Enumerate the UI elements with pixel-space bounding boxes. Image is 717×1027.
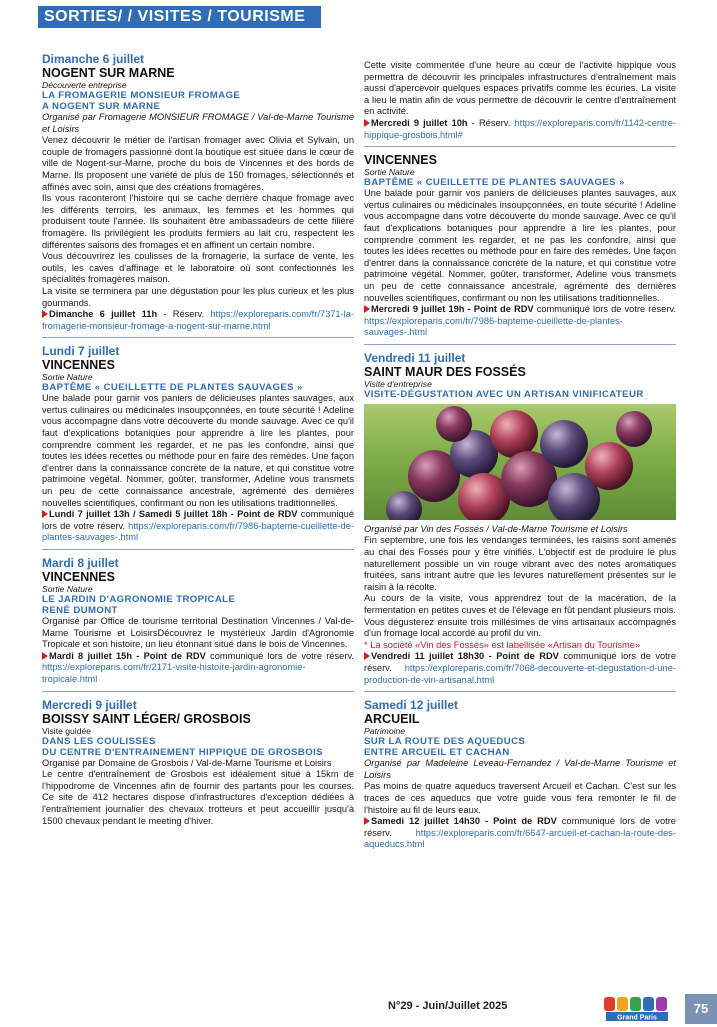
- event-description: Organisé par Office de tourisme territorial Destination Vincennes / Val-de-Marne Tourisme et LoisirsDécouvrez le mystérieux Jardin d'Agronomie Tropicale et son histoire, un lieu étonnant situé dans le bois de Vincennes.: [42, 616, 354, 650]
- event-when-rest: communiqué lors de votre réserv.: [364, 651, 676, 673]
- red-arrow-icon: [42, 310, 48, 318]
- event-category: Visite d'entreprise: [364, 378, 432, 389]
- event-when-rest: communiqué lors de votre réserv.: [205, 650, 354, 661]
- event-title: BAPTÊME « CUEILLETTE DE PLANTES SAUVAGES »: [364, 177, 625, 189]
- event-description: Ils vous raconteront l'histoire qui se cache derrière chaque fromage avec les différents terroirs, les animaux, les femmes et les hommes qui produisent toute l'année. Ils souhaitent être ambassadeurs de cette filière fromagère. Ils privilégient les produits fermiers au lait cru, respectent les différentes saisons des fromages et en affinent un certain nombre.: [42, 193, 354, 250]
- booking-link[interactable]: https://exploreparis.com/fr/7986-bapteme-cueillette-de-plantes-sauvages-.html: [42, 520, 354, 543]
- grapes-illustration: [364, 404, 676, 520]
- event-vincennes-jardin: [42, 556, 354, 692]
- event-schedule: [364, 651, 676, 686]
- event-when-rest: communiqué lors de votre réserv.: [364, 816, 676, 838]
- logo-text: Grand Paris: [617, 1014, 657, 1022]
- event-vincennes-cueillette-2: [364, 153, 676, 345]
- event-title: SUR LA ROUTE DES AQUEDUCS: [364, 736, 526, 748]
- booking-link[interactable]: https://exploreparis.com/fr/6647-arcueil-et-cachan-la-route-des-aqueducs.html: [364, 827, 676, 850]
- issue-label: N°29 - Juin/Juillet 2025: [388, 1000, 508, 1012]
- event-organizer: Organisé par Vin des Fossés / Val-de-Marne Tourisme et Loisirs: [364, 523, 628, 534]
- event-category: Sortie Nature: [42, 372, 93, 383]
- event-place: NOGENT SUR MARNE: [42, 66, 175, 80]
- event-title: LA FROMAGERIE MONSIEUR FROMAGE: [42, 90, 241, 101]
- event-date: Mercredi 9 juillet: [42, 697, 137, 712]
- event-description: Une balade pour garnir vos paniers de délicieuses plantes sauvages, aux vertus culinaires ou médicinales insoupçonnées, en toute sécurité ! Adeline vous accompagne dans votre découverte du monde sauvage. Avec ce qu'il faut d'explications botaniques pour apprendre à lire les plantes, pour comprendre comment les regarder, et ne pas les confondre, ainsi que toutes les idées recettes ou méthode pour en faire des remèdes. Une façon d'entrer dans la connaissance concrète de la nature, et qui constitue votre patrimoine végétal. Nommer, goûter, transformer, Adeline vous transmets un peu de cette connaissance ancestrale, agrémenté des dernières nouvelles scientifiques, confirmant ou non les utilisations traditionnelles.: [42, 393, 354, 508]
- left-column: [42, 52, 354, 838]
- event-when: Vendredi 11 juillet 18h30 - Point de RDV: [371, 651, 559, 662]
- event-description: Venez découvrir le métier de l'artisan fromager avec Olivia et Sylvain, un couple de fromagers passionné dont la boutique est située dans le cœur de ville de Nogent-sur-Marne, proche du bois de Vincennes et des bords de Marne. Ils proposent une variété de plus de 150 fromages, sélectionnés et affinés avec soin, ainsi que des créations fromagères.: [42, 135, 354, 192]
- event-arcueil-aqueducs: [364, 698, 676, 856]
- event-when: Mercredi 9 juillet 10h: [371, 117, 468, 128]
- page-number: 75: [685, 994, 717, 1024]
- magazine-logo: [600, 994, 680, 1022]
- event-description: Organisé par Domaine de Grosbois / Val-de-Marne Tourisme et Loisirs: [42, 757, 332, 768]
- event-note: * La société «Vin des Fossés» est labellisée «Artisan du Tourisme»: [364, 639, 641, 650]
- event-when-rest: - Réserv.: [157, 309, 211, 320]
- event-date: Lundi 7 juillet: [42, 344, 120, 359]
- event-title-line2: ENTRE ARCUEIL ET CACHAN: [364, 747, 510, 759]
- event-title: LE JARDIN D'AGRONOMIE TROPICALE: [42, 594, 236, 605]
- event-title-line2: RENÉ DUMONT: [42, 605, 118, 616]
- event-when: Samedi 12 juillet 14h30 - Point de RDV: [371, 816, 557, 827]
- booking-link[interactable]: https://exploreparis.com/fr/7986-bapteme-cueillette-de-plantes-sauvages-.html: [364, 315, 623, 338]
- event-title-line2: A NOGENT SUR MARNE: [42, 101, 161, 112]
- event-description: Vous découvrirez les coulisses de la fromagerie, la surface de vente, les outils, les caves d'affinage et le laboratoire où sont confectionnés les spécialités fromagères maison.: [42, 251, 354, 285]
- event-schedule: [42, 509, 354, 544]
- event-place: VINCENNES: [42, 358, 115, 373]
- event-date: Samedi 12 juillet: [364, 698, 459, 713]
- red-arrow-icon: [364, 817, 370, 825]
- booking-link[interactable]: https://exploreparis.com/fr/2171-visite-histoire-jardin-agronomie-tropicale.html: [42, 662, 306, 684]
- logo-icon: [600, 994, 680, 1022]
- red-arrow-icon: [42, 652, 48, 660]
- red-arrow-icon: [364, 652, 370, 660]
- event-place: BOISSY SAINT LÉGER/ GROSBOIS: [42, 711, 251, 726]
- event-when-rest: communiqué lors de votre réserv.: [42, 509, 354, 531]
- booking-link[interactable]: https://exploreparis.com/fr/7068-decouverte-et-degustation-d-une-production-de-vin-artisanal.html: [364, 663, 676, 685]
- event-category: Sortie Nature: [42, 584, 93, 594]
- event-category: Découverte entreprise: [42, 80, 127, 90]
- event-date: Dimanche 6 juillet: [42, 52, 145, 66]
- event-grosbois: [42, 698, 354, 833]
- event-category: Visite guidée: [42, 725, 92, 736]
- event-place: SAINT MAUR DES FOSSÉS: [364, 364, 526, 379]
- section-header: SORTIES/ / VISITES / TOURISME: [38, 6, 321, 28]
- grapes-photo: [364, 404, 676, 520]
- right-column: [364, 60, 676, 862]
- event-place: ARCUEIL: [364, 712, 420, 727]
- event-grosbois-continued: [364, 60, 676, 147]
- event-when: Dimanche 6 juillet 11h: [49, 309, 158, 320]
- event-schedule: [42, 309, 354, 332]
- event-when: Mercredi 9 juillet 19h - Point de RDV: [371, 304, 534, 315]
- event-when-rest: communiqué lors de votre réserv.: [533, 304, 676, 315]
- event-date: Mardi 8 juillet: [42, 556, 119, 570]
- event-category: Sortie Nature: [364, 167, 415, 178]
- event-vincennes-cueillette: [42, 344, 354, 550]
- event-title: VISITE-DÉGUSTATION AVEC UN ARTISAN VINIFICATEUR: [364, 388, 644, 400]
- event-description: Une balade pour garnir vos paniers de délicieuses plantes sauvages, aux vertus culinaires ou médicinales insoupçonnées, en toute sécurité ! Adeline vous accompagne dans votre découverte du monde sauvage. Avec ce qu'il faut d'explications botaniques pour apprendre à lire les plantes, pour comprendre comment les regarder, et ne pas les confondre, ainsi que toutes les idées recettes ou méthode pour en faire des remèdes. Une façon d'entrer dans la connaissance concrète de la nature, et qui constitue votre patrimoine végétal. Nommer, goûter, transformer, Adeline vous transmets un peu de cette connaissance ancestrale, agrémenté des dernières nouvelles scientifiques, confirmant ou non les utilisations traditionnelles.: [364, 188, 676, 303]
- event-when: Lundi 7 juillet 13h / Samedi 5 juillet 18h - Point de RDV: [49, 509, 298, 520]
- event-date: Vendredi 11 juillet: [364, 350, 466, 365]
- event-when-rest: - Réserv.: [467, 117, 515, 128]
- event-description: Pas moins de quatre aqueducs traversent Arcueil et Cachan. C'est sur les traces de ces aqueducs que votre guide vous fera remonter le fil de l'histoire au fil de leurs eaux.: [364, 781, 676, 815]
- event-organizer: Organisé par Fromagerie MONSIEUR FROMAGE / Val-de-Marne Tourisme et Loisirs: [42, 112, 354, 134]
- event-when: Mardi 8 juillet 15h - Point de RDV: [49, 650, 206, 661]
- red-arrow-icon: [364, 119, 370, 127]
- event-title-line2: DU CENTRE D'ENTRAINEMENT HIPPIQUE DE GROSBOIS: [42, 746, 323, 758]
- event-schedule: [364, 118, 676, 141]
- event-place: VINCENNES: [42, 570, 115, 584]
- event-nogent-fromagerie: [42, 52, 354, 338]
- event-schedule: [42, 651, 354, 686]
- event-description: Fin septembre, une fois les vendanges terminées, les raisins sont amenés au chai des Fossés pour y être vinifiés. L'objectif est de produire le plus naturellement possible un vin rouge vibrant avec des notes aromatiques fruitées, sans intrant autre que les levures naturellement présentes sur le raisin à la récolte.: [364, 535, 676, 592]
- red-arrow-icon: [42, 510, 48, 518]
- red-arrow-icon: [364, 305, 370, 313]
- event-description: Au cours de la visite, vous apprendrez tout de la macération, de la fermentation en petites cuves et de l'élevage en fût pendant plusieurs mois. Vous dégusterez ensuite trois millésimes de vins artisanaux accompagnés d'un fromage local accordé au profil du vin.: [364, 593, 676, 639]
- event-description: Le centre d'entraînement de Grosbois est idéalement situé à 15km de l'hippodrome de Vincennes afin de fournir des partants pour les courses. Ce site de 412 hectares dispose d'infrastructures d'exception dédiées à l'entraînement journalier des chevaux trotteurs et peut accueillir jusqu'à 1500 chevaux pendant le meeting d'hiver.: [42, 769, 354, 826]
- event-schedule: [364, 304, 676, 339]
- event-title: BAPTÊME « CUEILLETTE DE PLANTES SAUVAGES »: [42, 382, 303, 394]
- event-description: Cette visite commentée d'une heure au cœur de l'activité hippique vous permettra de découvrir les principales infrastructures d'entraînement mais aussi d'apercevoir quelques espaces privatifs comme les écuries. La visite a lieu le matin afin de vous permettre de découvrir le centre d'entraînement en activité.: [364, 60, 676, 117]
- event-schedule: [364, 816, 676, 851]
- event-saint-maur-vin: [364, 351, 676, 692]
- booking-link[interactable]: https://exploreparis.com/fr/1142-centre-hippique-grosbois.html#: [364, 117, 676, 140]
- event-category: Patrimoine: [364, 726, 406, 737]
- event-title: DANS LES COULISSES: [42, 735, 156, 747]
- booking-link[interactable]: https://exploreparis.com/fr/7371-la-fromagerie-monsieur-fromage-a-nogent-sur-marne.html: [42, 309, 355, 331]
- event-organizer: Organisé par Madeleine Leveau-Fernandez / Val-de-Marne Tourisme et Loisirs: [364, 758, 676, 780]
- event-description: La visite se terminera par une dégustation pour les plus curieux et les plus gourmands.: [42, 285, 354, 308]
- event-place: VINCENNES: [364, 153, 437, 168]
